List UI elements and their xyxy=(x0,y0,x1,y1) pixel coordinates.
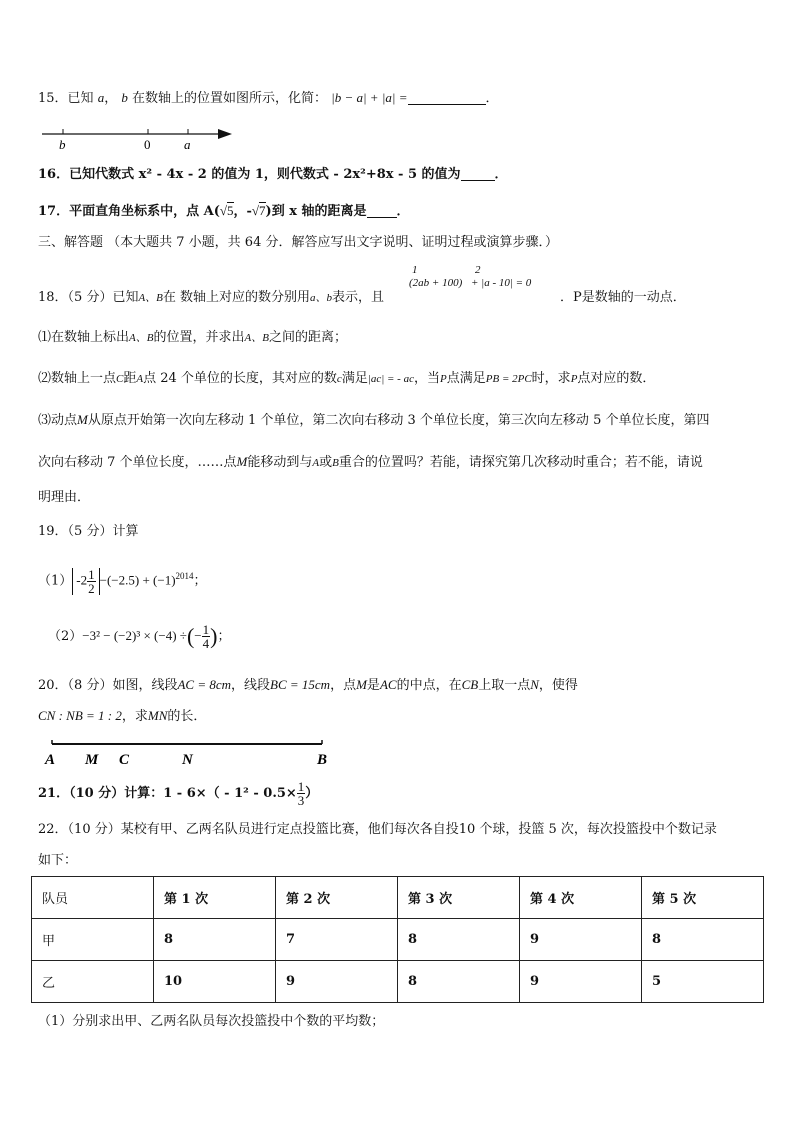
q20-AC: AC xyxy=(379,677,397,692)
q20-l2b: 的长． xyxy=(167,709,207,724)
q18-vars-ab: a、b xyxy=(310,292,333,304)
q20-MN: MN xyxy=(147,708,168,723)
q15-end: ． xyxy=(485,91,499,106)
q18-part2-c: C xyxy=(116,373,124,385)
q18-line1-b: 在 数轴上对应的数分别用 xyxy=(162,290,311,305)
table-header-cell: 第 4 次 xyxy=(519,877,641,919)
table-header-cell: 队员 xyxy=(32,877,154,919)
q20-N: N xyxy=(530,677,539,692)
q19-p1-fraction xyxy=(87,568,96,595)
q19-p2-num: 1 xyxy=(202,622,210,637)
question-15 xyxy=(38,88,499,109)
q15-number-line xyxy=(38,124,238,152)
sqrt-symbol-2: √ xyxy=(251,203,260,218)
q19-p1-num: 1 xyxy=(88,566,95,582)
q18-part1-pts1: A、B xyxy=(129,332,154,344)
q18-part-2 xyxy=(38,369,655,389)
q17-text3: )到 x 轴的距离是 xyxy=(265,204,367,219)
q18-part1-a: ⑴在数轴上标出 xyxy=(38,330,130,345)
q19-p1-end: ； xyxy=(193,573,207,589)
q18-part2-P: P xyxy=(440,373,447,385)
q19-abs-value xyxy=(72,568,99,595)
q18-eq-exp: 2 xyxy=(475,264,481,276)
q22-line1: 22．（10 分）某校有甲、乙两名队员进行定点投篮比赛，他们每次各自投10 个球，投篮 5 次，每次投篮投中个数记录 xyxy=(38,822,717,837)
q18-part3-A: A xyxy=(312,457,320,469)
q19-p2-fraction xyxy=(202,623,211,650)
table-cell: 甲 xyxy=(32,919,154,961)
q15-var-b: b xyxy=(121,90,128,105)
q18-eq-rest: + |a - 10| = 0 xyxy=(471,277,532,289)
q18-part3-l2b: 能移动到与 xyxy=(247,455,313,470)
q17-answer-blank xyxy=(367,203,397,218)
label-a: a xyxy=(184,137,191,152)
q18-part3-l2c: 或 xyxy=(319,455,333,470)
question-16 xyxy=(38,165,508,185)
q18-equation xyxy=(409,264,531,290)
q16-text: 16．已知代数式 x² - 4x - 2 的值为 1，则代数式 - 2x²+8x - 5 的值为 xyxy=(38,167,461,182)
q18-part3-M: M xyxy=(77,412,88,427)
q18-part3-line3: 明理由． xyxy=(38,490,91,505)
label-b: b xyxy=(59,137,66,152)
q20-l1c: ，点 xyxy=(330,678,357,693)
q16-answer-blank xyxy=(461,166,495,181)
q18-part2-g: 点满足 xyxy=(446,371,486,386)
q18-part3-l2d: 重合的位置吗？若能，请探究第几次移动时重合；若不能，请说 xyxy=(338,455,703,470)
q16-end: ． xyxy=(494,167,508,182)
q22-part-1: （1）分别求出甲、乙两名队员每次投篮投中个数的平均数； xyxy=(38,1014,385,1029)
table-cell: 10 xyxy=(153,961,275,1003)
q20-eq1: AC = 8cm xyxy=(177,677,231,692)
q18-part-1 xyxy=(38,328,347,348)
q19-p2-expr: −3² − (−2)³ × (−4) ÷ xyxy=(82,628,187,643)
q21-num: 1 xyxy=(297,779,305,794)
q18-part2-h: 时，求 xyxy=(531,371,571,386)
question-18 xyxy=(38,288,384,308)
table-header-cell: 第 1 次 xyxy=(153,877,275,919)
q19-p2-lparen: ( xyxy=(186,623,195,649)
table-cell: 9 xyxy=(276,961,398,1003)
q19-heading: 19．（5 分）计算 xyxy=(38,524,139,539)
q20-l1a: 20．（8 分）如图，线段 xyxy=(38,678,178,693)
q18-part3-l1b: 从原点开始第一次向左移动 1 个单位，第二次向右移动 3 个单位长度，第三次向左移动 5 个单位长度，第四 xyxy=(87,413,710,428)
q17-text2: ，- xyxy=(233,204,252,219)
q19-part-1 xyxy=(38,558,207,599)
table-cell: 7 xyxy=(276,919,398,961)
q18-pts-ab: A、B xyxy=(138,292,163,304)
q19-p1-label: （1） xyxy=(38,573,73,589)
q19-p2-rparen: ) xyxy=(210,623,218,649)
q18-part3-B: B xyxy=(332,457,339,469)
q19-p2-end: ； xyxy=(217,629,231,644)
q17-end: ． xyxy=(396,204,410,219)
q19-p1-whole: -2 xyxy=(76,572,88,588)
table-cell: 9 xyxy=(519,961,641,1003)
q18-part1-b: 的位置，并求出 xyxy=(153,330,245,345)
table-cell: 8 xyxy=(398,919,520,961)
q19-part-2 xyxy=(48,616,230,657)
q20-CB: CB xyxy=(461,677,479,692)
q18-line1-end: ．P是数轴的一动点． xyxy=(560,290,686,305)
q20-l1b: ，线段 xyxy=(231,678,271,693)
table-header-cell: 第 5 次 xyxy=(641,877,763,919)
table-header-cell: 第 2 次 xyxy=(276,877,398,919)
q15-var-a: a xyxy=(97,90,105,105)
q19-p1-exp: 2014 xyxy=(175,571,194,581)
q19-p2-minus: − xyxy=(194,628,202,643)
fig-label-B: B xyxy=(317,752,328,768)
q18-part-3-line2 xyxy=(38,452,703,473)
fig-label-A: A xyxy=(45,752,56,768)
q15-text2: ， xyxy=(104,91,118,106)
q20-ratio: CN : NB = 1 : 2 xyxy=(38,708,122,723)
q18-part3-M2: M xyxy=(236,454,248,469)
q19-p1-den: 2 xyxy=(88,580,95,596)
table-row xyxy=(32,961,764,1003)
q20-l1f: 上取一点 xyxy=(478,678,531,693)
q15-expression: |b − a| + |a| = xyxy=(331,90,408,105)
question-17 xyxy=(38,201,410,222)
q18-part1-c: 之间的距离； xyxy=(268,330,347,345)
q17-text1: 17．平面直角坐标系中，点 A( xyxy=(38,204,220,219)
q18-part2-A: A xyxy=(136,373,144,385)
number-line-arrow xyxy=(218,129,232,139)
q20-eq2: BC = 15cm xyxy=(270,677,331,692)
q20-segment-figure xyxy=(40,738,340,770)
q19-p2-den: 4 xyxy=(202,636,210,651)
q19-p2-label: （2） xyxy=(48,629,83,644)
q15-text3: 在数轴上的位置如图所示，化简： xyxy=(131,91,327,106)
q18-line1-c: 表示，且 xyxy=(332,290,385,305)
table-cell: 8 xyxy=(153,919,275,961)
table-row xyxy=(32,919,764,961)
q20-line2 xyxy=(38,706,206,727)
q20-l1e: 的中点，在 xyxy=(396,678,462,693)
q17-sqrt1: 5 xyxy=(227,203,234,218)
q18-part2-d: 点 24 个单位的长度，其对应的数 xyxy=(143,371,337,386)
table-cell: 乙 xyxy=(32,961,154,1003)
q18-eq-frac: 1 xyxy=(412,264,418,276)
q22-line2: 如下： xyxy=(38,853,78,868)
q17-sqrt2: 7 xyxy=(259,203,266,218)
table-header-cell: 第 3 次 xyxy=(398,877,520,919)
q21-den: 3 xyxy=(297,793,305,808)
q18-part2-b: 距 xyxy=(123,371,137,386)
sqrt-symbol-1: √ xyxy=(219,203,227,218)
q21-text: 21．（10 分）计算：1 - 6×（ - 1² - 0.5× xyxy=(38,786,297,801)
q18-eq-body: (2ab + 100) xyxy=(409,277,463,289)
q20-M: M xyxy=(356,677,367,692)
fig-label-C: C xyxy=(119,752,130,768)
q15-answer-blank xyxy=(408,90,486,105)
q19-p1-rest: −(−2.5) + (−1) xyxy=(99,572,176,588)
q18-line1-a: 18．（5 分）已知 xyxy=(38,290,139,305)
label-zero: 0 xyxy=(144,137,151,152)
q18-part2-eq1: |ac| = - ac xyxy=(367,373,414,385)
q18-part2-i: 点对应的数． xyxy=(577,371,656,386)
fig-label-M: M xyxy=(85,752,99,768)
q18-part1-pts2: A、B xyxy=(244,332,269,344)
q20-l2a: ，求 xyxy=(121,709,148,724)
question-21 xyxy=(38,778,318,810)
q18-part3-l2a: 次向右移动 7 个单位长度，……点 xyxy=(38,455,237,470)
q20-l1d: 是 xyxy=(366,678,380,693)
fig-label-N: N xyxy=(182,752,193,768)
q18-part-3-line1 xyxy=(38,410,709,431)
question-20 xyxy=(38,675,578,696)
section-3-heading: 三、解答题 （本大题共 7 小题，共 64 分．解答应写出文字说明、证明过程或演算步骤．） xyxy=(38,235,558,250)
q18-part2-f: ，当 xyxy=(413,371,440,386)
q18-part2-P2: P xyxy=(570,373,578,385)
table-cell: 5 xyxy=(641,961,763,1003)
table-cell: 8 xyxy=(398,961,520,1003)
q18-part2-cv: c xyxy=(336,373,342,385)
table-header-row xyxy=(32,877,764,919)
q18-part3-l1a: ⑶动点 xyxy=(38,413,78,428)
table-cell: 8 xyxy=(641,919,763,961)
q22-score-table xyxy=(31,876,764,1003)
q20-l1g: ，使得 xyxy=(538,678,578,693)
q21-end: ） xyxy=(305,786,319,801)
q18-part2-e: 满足 xyxy=(341,371,368,386)
q15-text1: 15．已知 xyxy=(38,91,94,106)
q18-part2-a: ⑵数轴上一点 xyxy=(38,371,117,386)
q18-part2-eq2: PB = 2PC xyxy=(485,373,532,385)
table-cell: 9 xyxy=(519,919,641,961)
